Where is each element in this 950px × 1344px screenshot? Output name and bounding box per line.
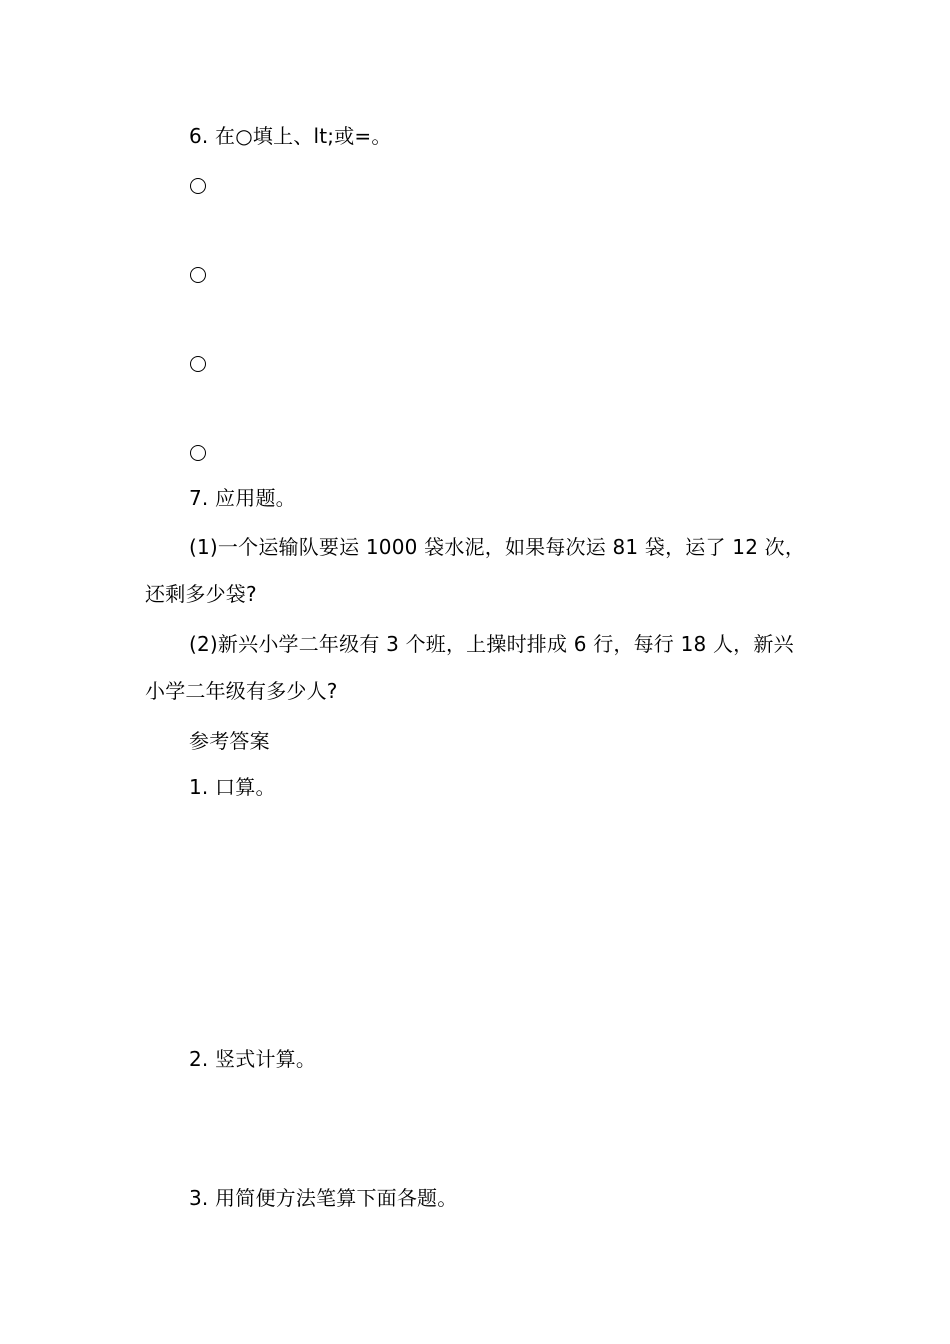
comparison-circle-3 bbox=[190, 356, 206, 372]
problem-2-line-2: 小学二年级有多少人? bbox=[145, 679, 338, 703]
comparison-circle-2 bbox=[190, 267, 206, 283]
answers-heading: 参考答案 bbox=[189, 729, 270, 753]
comparison-circle-4 bbox=[190, 445, 206, 461]
answer-2-title: 2. 竖式计算。 bbox=[189, 1047, 317, 1071]
problem-1-line-1: (1)一个运输队要运 1000 袋水泥，如果每次运 81 袋，运了 12 次， bbox=[189, 535, 806, 559]
question-7-title: 7. 应用题。 bbox=[189, 486, 296, 510]
question-6-title: 6. 在○填上、lt;或=。 bbox=[189, 124, 392, 148]
answer-3-title: 3. 用简便方法笔算下面各题。 bbox=[189, 1186, 458, 1210]
comparison-circle-1 bbox=[190, 178, 206, 194]
problem-1-line-2: 还剩多少袋? bbox=[145, 582, 257, 606]
problem-2-line-1: (2)新兴小学二年级有 3 个班，上操时排成 6 行，每行 18 人，新兴 bbox=[189, 632, 794, 656]
answer-1-title: 1. 口算。 bbox=[189, 775, 276, 799]
